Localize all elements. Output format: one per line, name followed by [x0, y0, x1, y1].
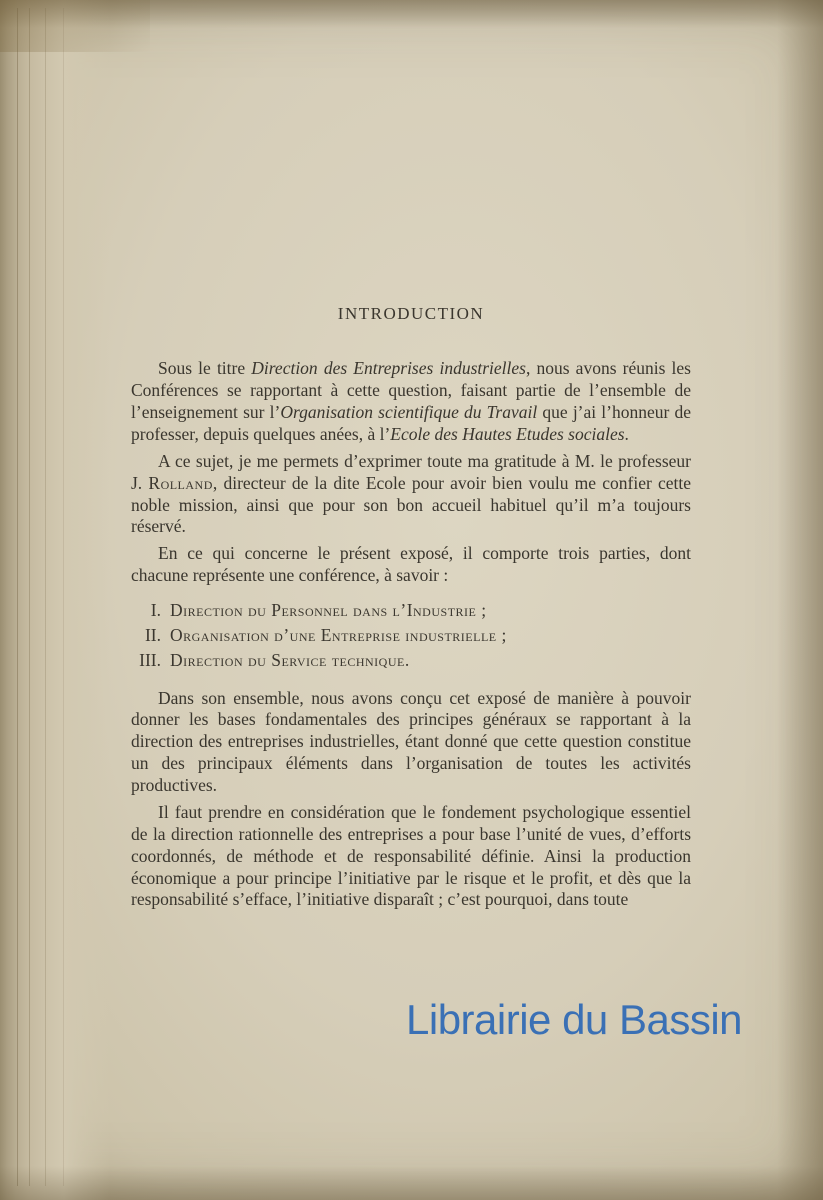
list-text: Direction du Personnel dans l’Industrie ; — [170, 600, 487, 620]
page-edge-line — [63, 8, 64, 1186]
paragraph-2 — [131, 451, 691, 539]
text-run: , directeur de la dite Ecole pour avoir bien voulu me confier cette noble mission, ainsi que pour son bon accueil habituel qu’il m’a toujours réservé. — [131, 472, 692, 537]
text-run: En ce qui concerne le présent exposé, il comporte trois parties, dont chacune représente une conférence, à savoir : — [131, 543, 691, 586]
list-numeral: III. — [139, 649, 161, 670]
list-numeral: I. — [150, 600, 161, 620]
list-text: Organisation d’une Entreprise industrielle ; — [170, 624, 507, 645]
page-title: INTRODUCTION — [337, 304, 485, 323]
page-edge-line — [45, 8, 46, 1186]
bottom-shadow — [0, 1166, 823, 1200]
page-edge-line — [29, 8, 30, 1186]
list-text: Direction du Service technique. — [170, 649, 410, 670]
text-run: , nous avons réunis les Conférences se rapportant à cette question, faisant partie de l’ensemble de l’enseignement sur l’ — [131, 358, 691, 422]
page-edge-line — [17, 8, 18, 1186]
paragraph-1 — [131, 358, 691, 446]
text-run: Dans son ensemble, nous avons conçu cet exposé de manière à pouvoir donner les bases fondamentales des principes généraux se rapportant à la direction des entreprises industrielles, étant donné que cette question constitue un des principaux éléments dans l’organisation de toutes les activités productives. — [131, 687, 691, 796]
list-item — [131, 623, 691, 648]
text-run-italic: Ecole des Hautes Etudes sociales — [390, 423, 625, 444]
page-text-block — [131, 303, 691, 916]
list-numeral: II. — [144, 624, 161, 645]
text-run-smallcaps: Rolland — [148, 472, 213, 493]
list-item — [131, 598, 691, 623]
paragraph-3 — [131, 543, 691, 587]
text-run: A ce sujet, je me permets d’exprimer toute ma gratitude à M. le professeur J. — [131, 450, 691, 493]
text-run-italic: Direction des Entreprises industrielles — [251, 358, 526, 379]
top-left-corner-shadow — [0, 0, 150, 52]
paragraph-4 — [131, 688, 691, 797]
text-run: Sous le titre — [158, 358, 252, 379]
watermark: Librairie du Bassin — [406, 996, 743, 1043]
text-run-italic: Organisation scientifique du Travail — [280, 402, 538, 422]
text-run: que j’ai l’honneur de professer, depuis quelques anées, à l’ — [131, 402, 692, 444]
list-item — [131, 648, 691, 673]
text-run: Il faut prendre en considération que le fondement psychologique essentiel de la direction rationnelle des entreprises a pour base l’unité de vues, d’efforts coordonnés, de méthode et de responsabilité définie. Ainsi la production économique a pour principe l’initiative par le risque et le profit, et dès que la responsabilité s’efface, l’initiative disparaît ; c’est pourquoi, dans toute — [131, 801, 691, 910]
paragraph-5 — [131, 802, 691, 911]
text-run: . — [624, 423, 629, 444]
right-shadow — [777, 0, 823, 1200]
contents-list — [131, 598, 691, 673]
